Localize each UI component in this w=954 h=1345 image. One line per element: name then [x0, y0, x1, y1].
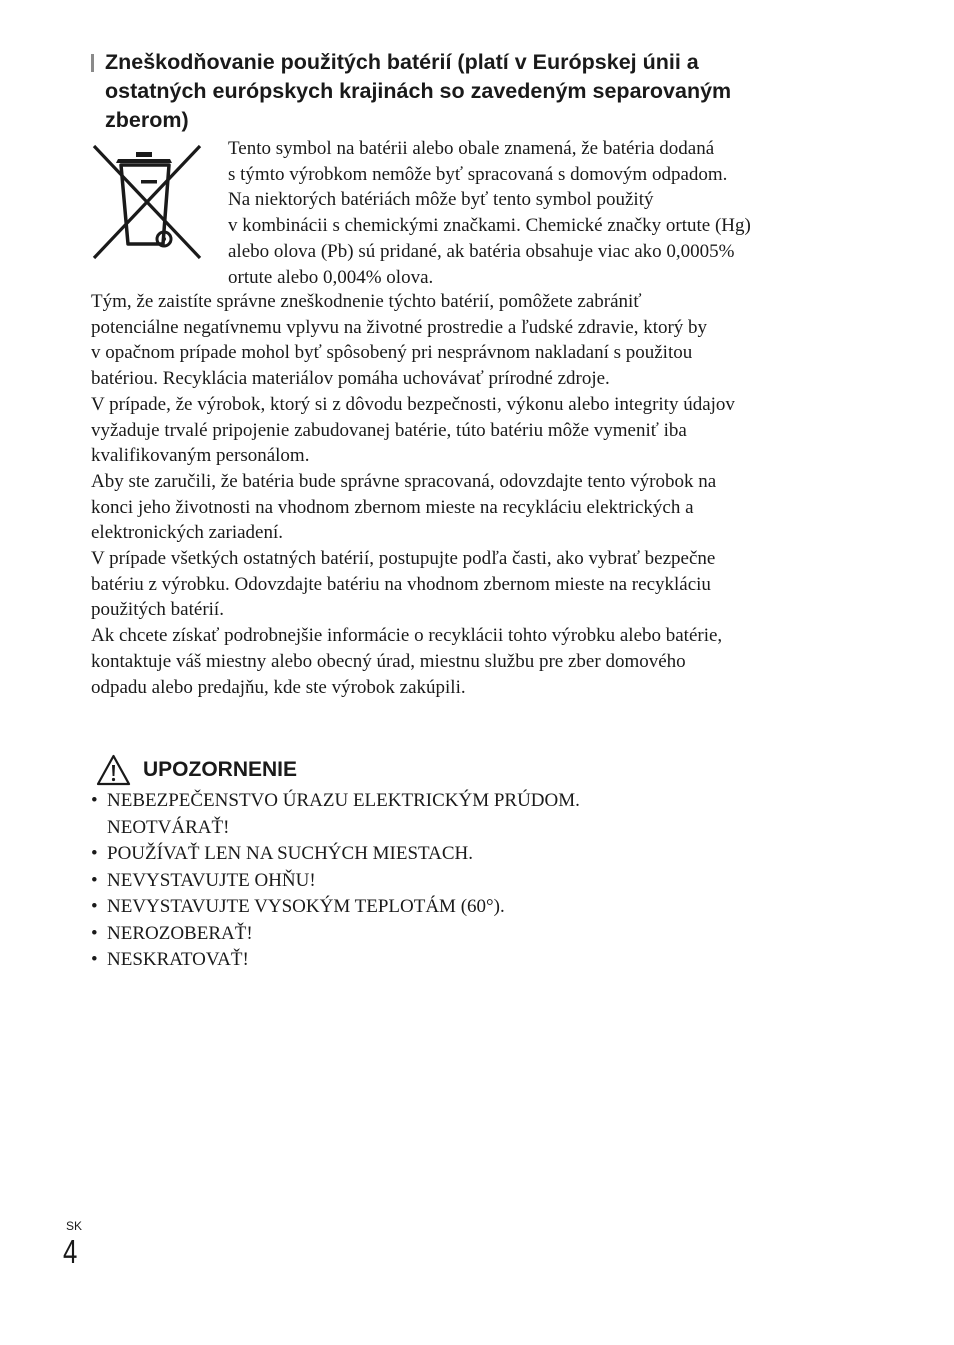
- bullet: •: [91, 790, 98, 811]
- text-line: ortute alebo 0,004% olova.: [228, 266, 434, 288]
- text-line: v kombinácii s chemickými značkami. Chemické značky ortute (Hg): [228, 215, 751, 237]
- text-line: batériu z výrobku. Odovzdajte batériu na vhodnom zbernom mieste na recykláciu: [91, 573, 711, 595]
- bullet: •: [91, 869, 98, 891]
- warning-triangle-icon: [96, 754, 131, 786]
- list-item: [91, 894, 791, 921]
- list-item: [91, 788, 791, 841]
- list-item: [91, 841, 791, 868]
- bullet: •: [91, 949, 98, 970]
- text-line: Aby ste zaručili, že batéria bude správne spracovaná, odovzdajte tento výrobok na: [91, 470, 717, 492]
- heading-line: zberom): [105, 108, 189, 132]
- heading-line: Zneškodňovanie použitých batérií (platí v Európskej únii a: [105, 50, 699, 74]
- list-item: [91, 921, 791, 948]
- bullet: •: [91, 922, 98, 944]
- text-line: kontaktuje váš miestny alebo obecný úrad, miestnu službu pre zber domového: [91, 650, 686, 672]
- text-line: Tento symbol na batérii alebo obale znamená, že batéria dodaná: [228, 138, 715, 159]
- symbol-explanation: [228, 136, 868, 290]
- list-item-text: POUŽÍVAŤ LEN NA SUCHÝCH MIESTACH.: [107, 843, 474, 864]
- warning-list: [91, 788, 791, 974]
- text-line: kvalifikovaným personálom.: [91, 445, 310, 467]
- warning-title: UPOZORNENIE: [143, 758, 298, 781]
- text-line: s týmto výrobkom nemôže byť spracovaná s domovým odpadom.: [228, 163, 728, 185]
- section-heading-text: [91, 48, 851, 135]
- text-line: odpadu alebo predajňu, kde ste výrobok zakúpili.: [91, 676, 466, 698]
- heading-line: ostatných európskych krajinách so zavedeným separovaným: [105, 79, 732, 103]
- bullet: •: [91, 896, 98, 917]
- warning-heading: [96, 753, 297, 787]
- list-item-text: NEROZOBERAŤ!: [107, 922, 253, 944]
- list-item-text: NEVYSTAVUJTE VYSOKÝM TEPLOTÁM (60°).: [107, 896, 505, 917]
- list-item-text: NESKRATOVAŤ!: [107, 949, 249, 970]
- text-line: alebo olova (Pb) sú pridané, ak batéria obsahuje viac ako 0,0005%: [228, 240, 735, 262]
- text-line: V prípade, že výrobok, ktorý si z dôvodu bezpečnosti, výkonu alebo integrity údajov: [91, 393, 735, 415]
- list-item: [91, 868, 791, 895]
- crossed-out-wheeled-bin-icon: [91, 143, 203, 261]
- bullet: •: [91, 843, 98, 864]
- page-number: 4: [63, 1233, 78, 1270]
- list-item: [91, 947, 791, 974]
- list-item-text: NEVYSTAVUJTE OHŇU!: [107, 869, 316, 891]
- section-heading: [91, 48, 851, 135]
- text-line: Ak chcete získať podrobnejšie informácie o recyklácii tohto výrobku alebo batérie,: [91, 625, 723, 647]
- language-code: SK: [66, 1219, 83, 1233]
- text-line: batériou. Recyklácia materiálov pomáha uchovávať prírodné zdroje.: [91, 368, 610, 390]
- text-line: použitých batérií.: [91, 599, 224, 621]
- disposal-information: [91, 289, 871, 700]
- text-line: potenciálne negatívnemu vplyvu na životné prostredie a ľudské zdravie, ktorý by: [91, 316, 708, 338]
- text-line: Tým, že zaistíte správne zneškodnenie týchto batérií, pomôžete zabrániť: [91, 291, 642, 312]
- text-line: elektronických zariadení.: [91, 522, 284, 544]
- text-line: v opačnom prípade mohol byť spôsobený pri nesprávnom nakladaní s použitou: [91, 342, 693, 364]
- heading-marker: [91, 54, 94, 72]
- text-line: vyžaduje trvalé pripojenie zabudovanej batérie, túto batériu môže vymeniť iba: [91, 419, 687, 441]
- text-line: konci jeho životnosti na vhodnom zbernom mieste na recykláciu elektrických a: [91, 496, 694, 518]
- text-line: Na niektorých batériách môže byť tento symbol použitý: [228, 189, 654, 211]
- text-line: V prípade všetkých ostatných batérií, postupujte podľa časti, ako vybrať bezpečne: [91, 548, 716, 570]
- list-item-text: NEBEZPEČENSTVO ÚRAZU ELEKTRICKÝM PRÚDOM.: [107, 790, 580, 811]
- list-item-text: NEOTVÁRAŤ!: [107, 816, 230, 838]
